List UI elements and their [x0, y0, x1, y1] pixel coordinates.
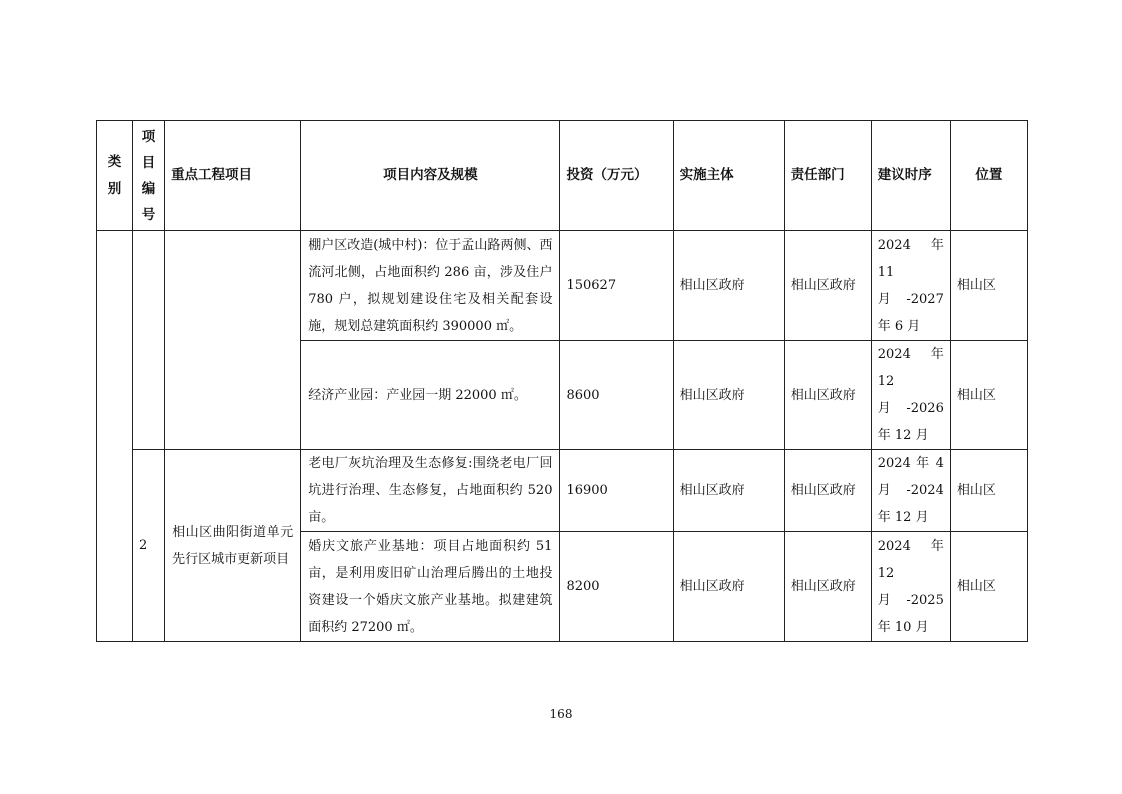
- content-cell: 老电厂灰坑治理及生态修复:围绕老电厂回坑进行治理、生态修复，占地面积约 520 亩。: [301, 450, 560, 532]
- executor-cell: 相山区政府: [673, 341, 784, 450]
- content-cell: 婚庆文旅产业基地：项目占地面积约 51 亩，是利用废旧矿山治理后腾出的土地投资建设一个婚庆文旅产业基地。拟建建筑面积约 27200 ㎡。: [301, 532, 560, 642]
- location-cell: 相山区: [950, 450, 1027, 532]
- project-cell: [165, 231, 301, 450]
- project-table: [96, 120, 1028, 642]
- header-department: 责任部门: [784, 121, 871, 231]
- content-cell: 经济产业园：产业园一期 22000 ㎡。: [301, 341, 560, 450]
- department-cell: 相山区政府: [784, 341, 871, 450]
- department-cell: 相山区政府: [784, 532, 871, 642]
- location-cell: 相山区: [950, 231, 1027, 341]
- page-number: 168: [549, 707, 573, 721]
- header-row: [97, 121, 1028, 231]
- number-cell: [133, 231, 165, 450]
- header-content: 项目内容及规模: [301, 121, 560, 231]
- table-row: [97, 450, 1028, 532]
- table-row: [97, 231, 1028, 341]
- executor-cell: 相山区政府: [673, 532, 784, 642]
- header-location: 位置: [950, 121, 1027, 231]
- location-cell: 相山区: [950, 341, 1027, 450]
- executor-cell: 相山区政府: [673, 231, 784, 341]
- header-executor: 实施主体: [673, 121, 784, 231]
- project-cell: 相山区曲阳街道单元先行区城市更新项目: [165, 450, 301, 642]
- header-project: 重点工程项目: [165, 121, 301, 231]
- category-cell: [97, 231, 133, 642]
- investment-cell: 150627: [560, 231, 673, 341]
- content-cell: 棚户区改造(城中村)：位于孟山路两侧、西流河北侧，占地面积约 286 亩，涉及住户 780 户，拟规划建设住宅及相关配套设施，规划总建筑面积约 390000 ㎡。: [301, 231, 560, 341]
- header-investment: 投资（万元）: [560, 121, 673, 231]
- header-category: 类 别: [97, 121, 133, 231]
- investment-cell: 8200: [560, 532, 673, 642]
- investment-cell: 16900: [560, 450, 673, 532]
- department-cell: 相山区政府: [784, 231, 871, 341]
- header-schedule: 建议时序: [871, 121, 950, 231]
- investment-cell: 8600: [560, 341, 673, 450]
- schedule-cell: 2024 年 12 月-2026 年 12 月: [871, 341, 950, 450]
- schedule-cell: 2024 年 4 月-2024 年 12 月: [871, 450, 950, 532]
- executor-cell: 相山区政府: [673, 450, 784, 532]
- location-cell: 相山区: [950, 532, 1027, 642]
- schedule-cell: 2024 年 12 月-2025 年 10 月: [871, 532, 950, 642]
- schedule-cell: 2024 年 11 月-2027 年 6 月: [871, 231, 950, 341]
- department-cell: 相山区政府: [784, 450, 871, 532]
- header-number: 项 目 编 号: [133, 121, 165, 231]
- number-cell: 2: [133, 450, 165, 642]
